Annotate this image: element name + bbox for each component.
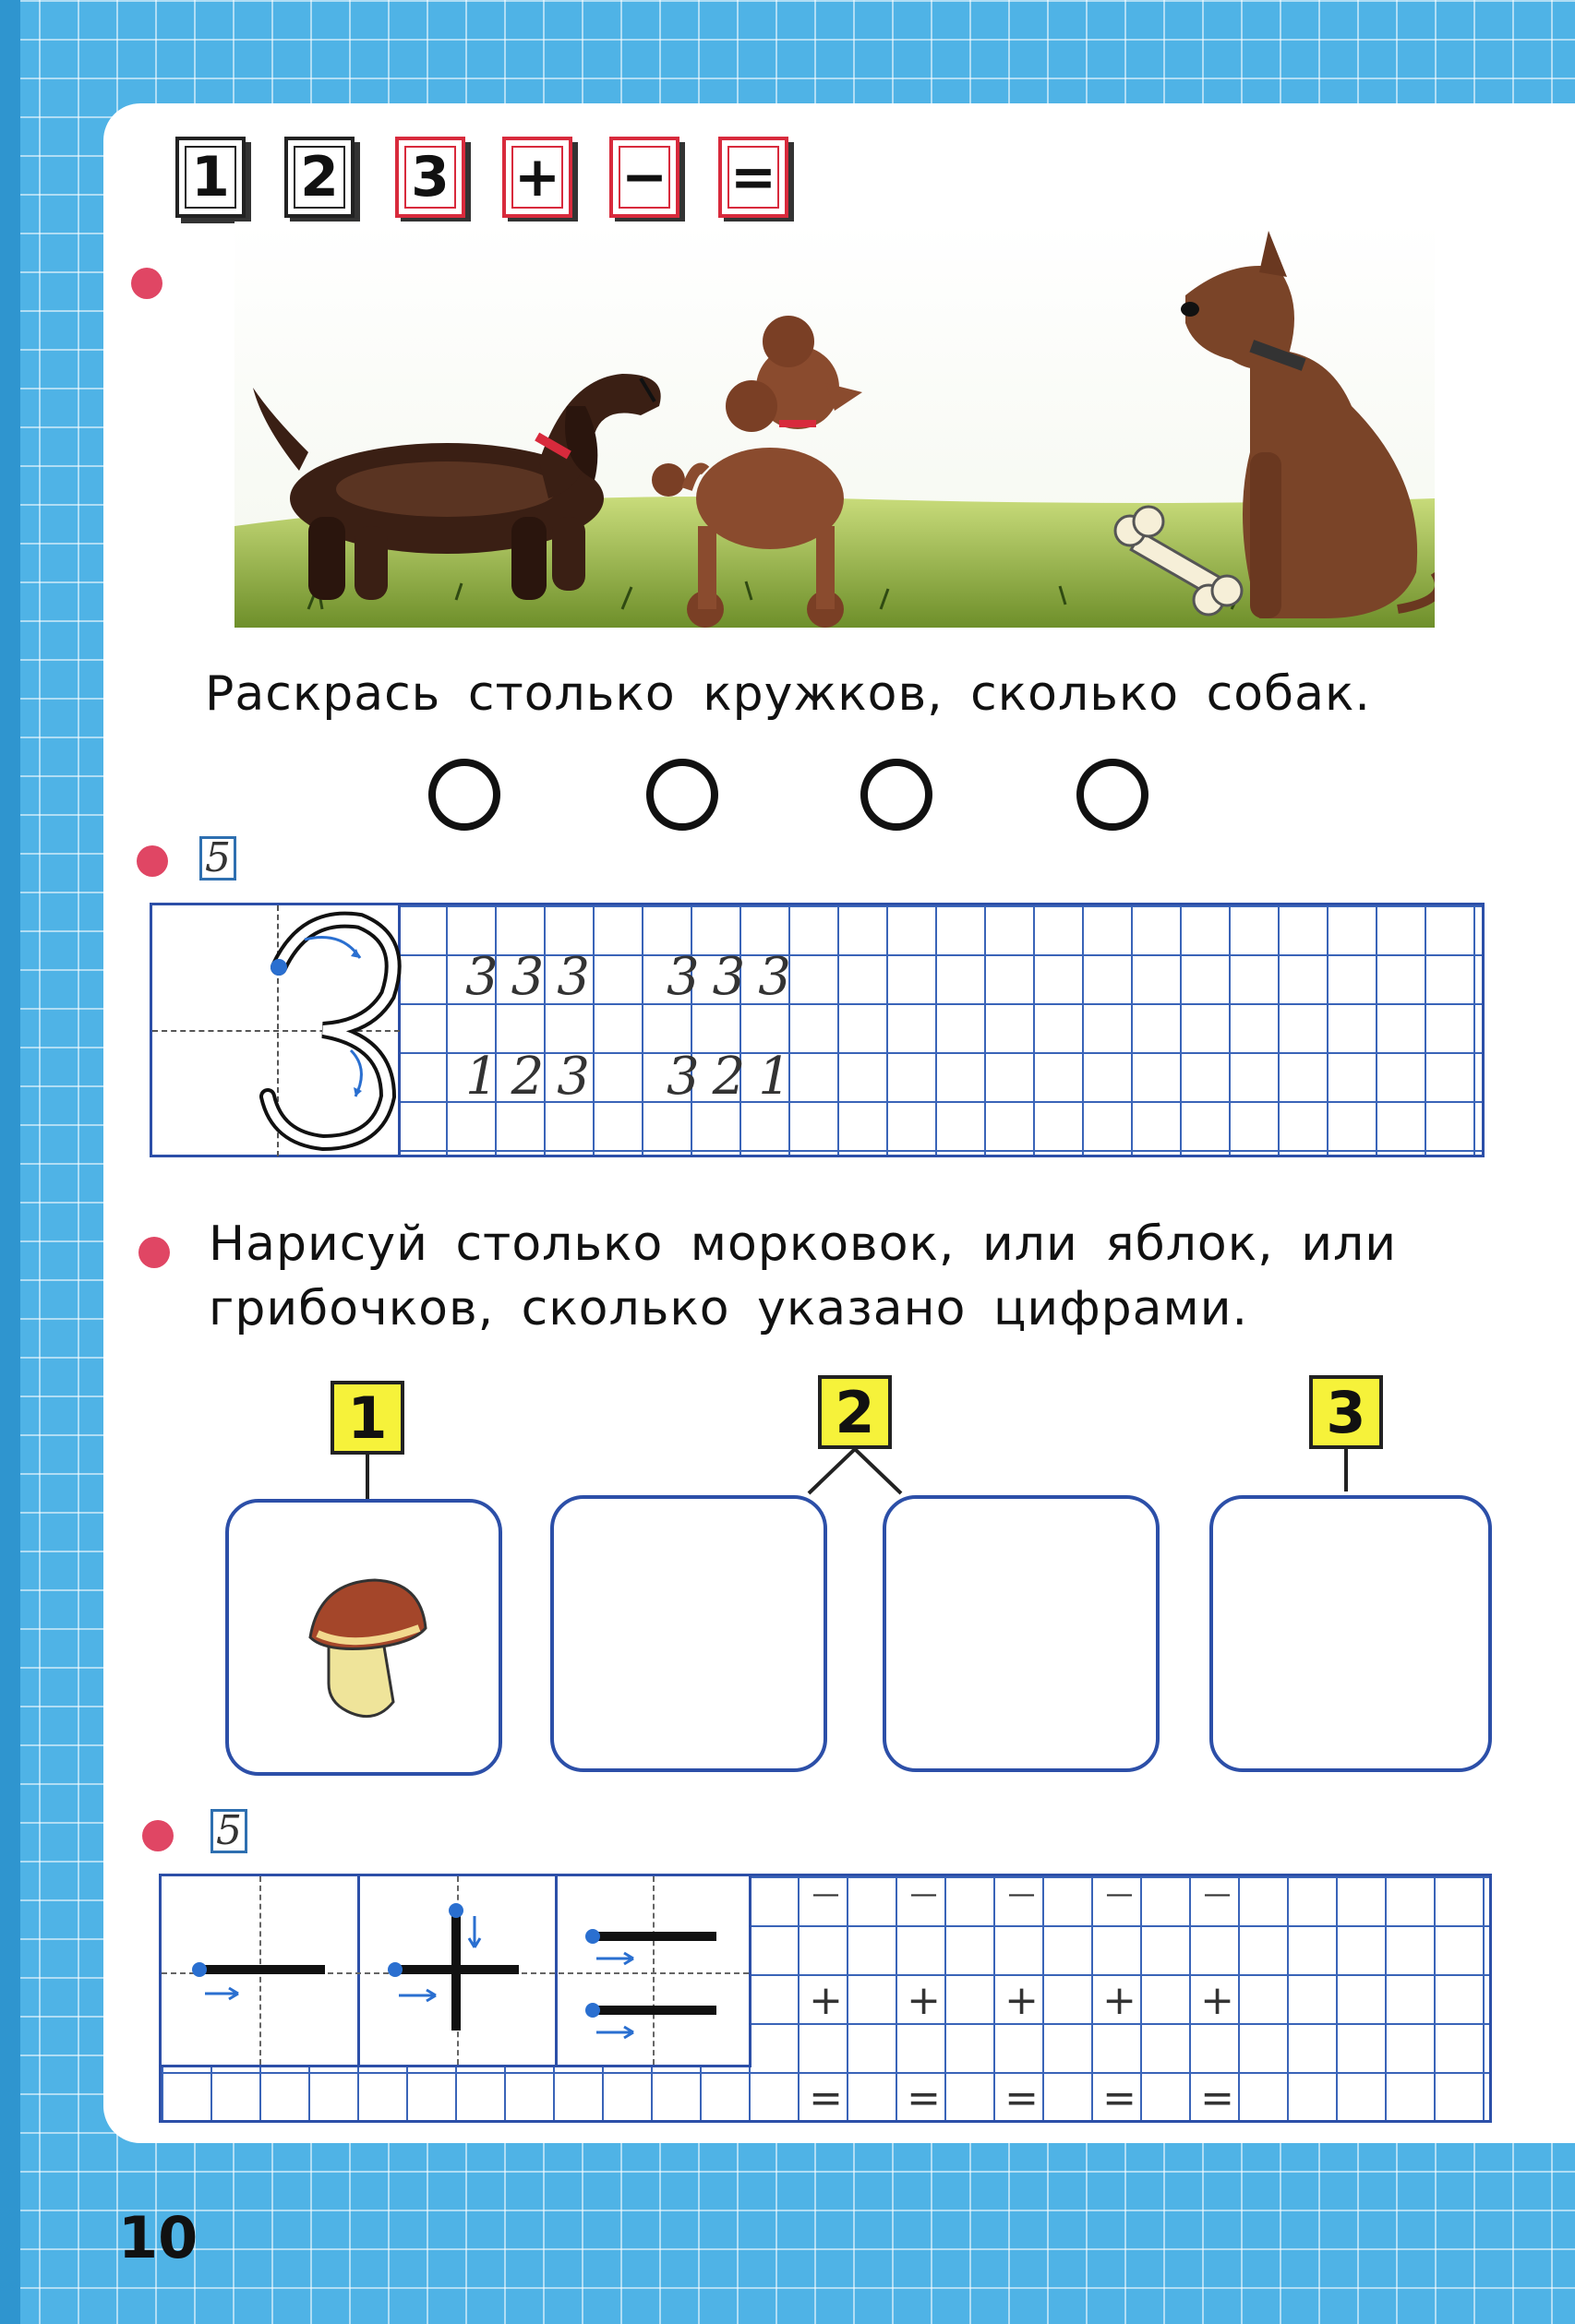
digit-sample-row2-group2: 321 (667, 1047, 804, 1107)
page-number: 10 (118, 2204, 198, 2271)
sample-plus-3: + (1004, 1977, 1039, 2024)
color-circle-2[interactable] (646, 759, 718, 831)
number-label-2: 2 (818, 1375, 892, 1449)
three-dogs-illustration (234, 222, 1435, 628)
number-label-3: 3 (1309, 1375, 1383, 1449)
start-point-icon (388, 1962, 403, 1977)
sample-minus-5: — (1203, 1878, 1232, 1911)
symbol-label: 2 (300, 145, 339, 210)
sample-minus-3: — (1007, 1878, 1036, 1911)
task-instruction-dogs: Раскрась столько кружков, сколько собак. (205, 666, 1371, 722)
sample-equals-3: = (1004, 2075, 1039, 2122)
drawing-box-3[interactable] (1209, 1495, 1492, 1772)
task-bullet (138, 1237, 170, 1268)
task-bullet (137, 845, 168, 877)
symbol-box-plus (502, 137, 572, 218)
task-instruction-drawing-line2: грибочков, сколько указано цифрами. (209, 1281, 1249, 1336)
symbol-box-equals (718, 137, 788, 218)
symbol-label: + (513, 145, 561, 210)
symbol-box-minus (609, 137, 679, 218)
start-point-icon (449, 1903, 463, 1918)
left-edge-strip (0, 0, 20, 2324)
sample-equals-4: = (1102, 2075, 1136, 2122)
digit-sample-row1-group2: 333 (667, 947, 804, 1007)
mushroom-icon (301, 1573, 430, 1730)
start-point-icon (585, 2003, 600, 2018)
sample-digit-three (231, 903, 415, 1157)
symbol-box-2 (284, 137, 355, 218)
start-point-icon (192, 1962, 207, 1977)
cell-count-badge: 5 (199, 836, 236, 880)
symbol-label: 1 (191, 145, 230, 210)
symbol-label: − (620, 145, 668, 210)
drawing-box-2a[interactable] (550, 1495, 827, 1772)
symbol-box-1 (175, 137, 246, 218)
drawing-box-2b[interactable] (883, 1495, 1160, 1772)
start-point-icon (585, 1929, 600, 1944)
sample-plus-1: + (809, 1977, 843, 2024)
symbol-label: = (729, 145, 777, 210)
sample-plus-2: + (907, 1977, 941, 2024)
color-circle-1[interactable] (428, 759, 500, 831)
sample-plus-5: + (1200, 1977, 1234, 2024)
sample-plus-4: + (1102, 1977, 1136, 2024)
sample-minus-2: — (909, 1878, 938, 1911)
task-instruction-drawing-line1: Нарисуй столько морковок, или яблок, или (209, 1216, 1398, 1272)
sign-sample-strokes (159, 1874, 751, 2067)
color-circle-3[interactable] (860, 759, 932, 831)
symbol-box-3 (395, 137, 465, 218)
task-bullet (131, 268, 162, 299)
digit-sample-row2-group1: 123 (465, 1047, 603, 1107)
sample-minus-4: — (1105, 1878, 1134, 1911)
color-circle-4[interactable] (1076, 759, 1148, 831)
task-bullet (142, 1820, 174, 1851)
digit-sample-row1-group1: 333 (465, 947, 603, 1007)
symbol-label: 3 (411, 145, 450, 210)
number-label-1: 1 (331, 1381, 404, 1455)
sample-minus-1: — (812, 1878, 840, 1911)
start-point-icon (271, 959, 287, 976)
cell-count-badge: 5 (210, 1809, 247, 1853)
sample-equals-1: = (809, 2075, 843, 2122)
sample-equals-2: = (907, 2075, 941, 2122)
sample-equals-5: = (1200, 2075, 1234, 2122)
